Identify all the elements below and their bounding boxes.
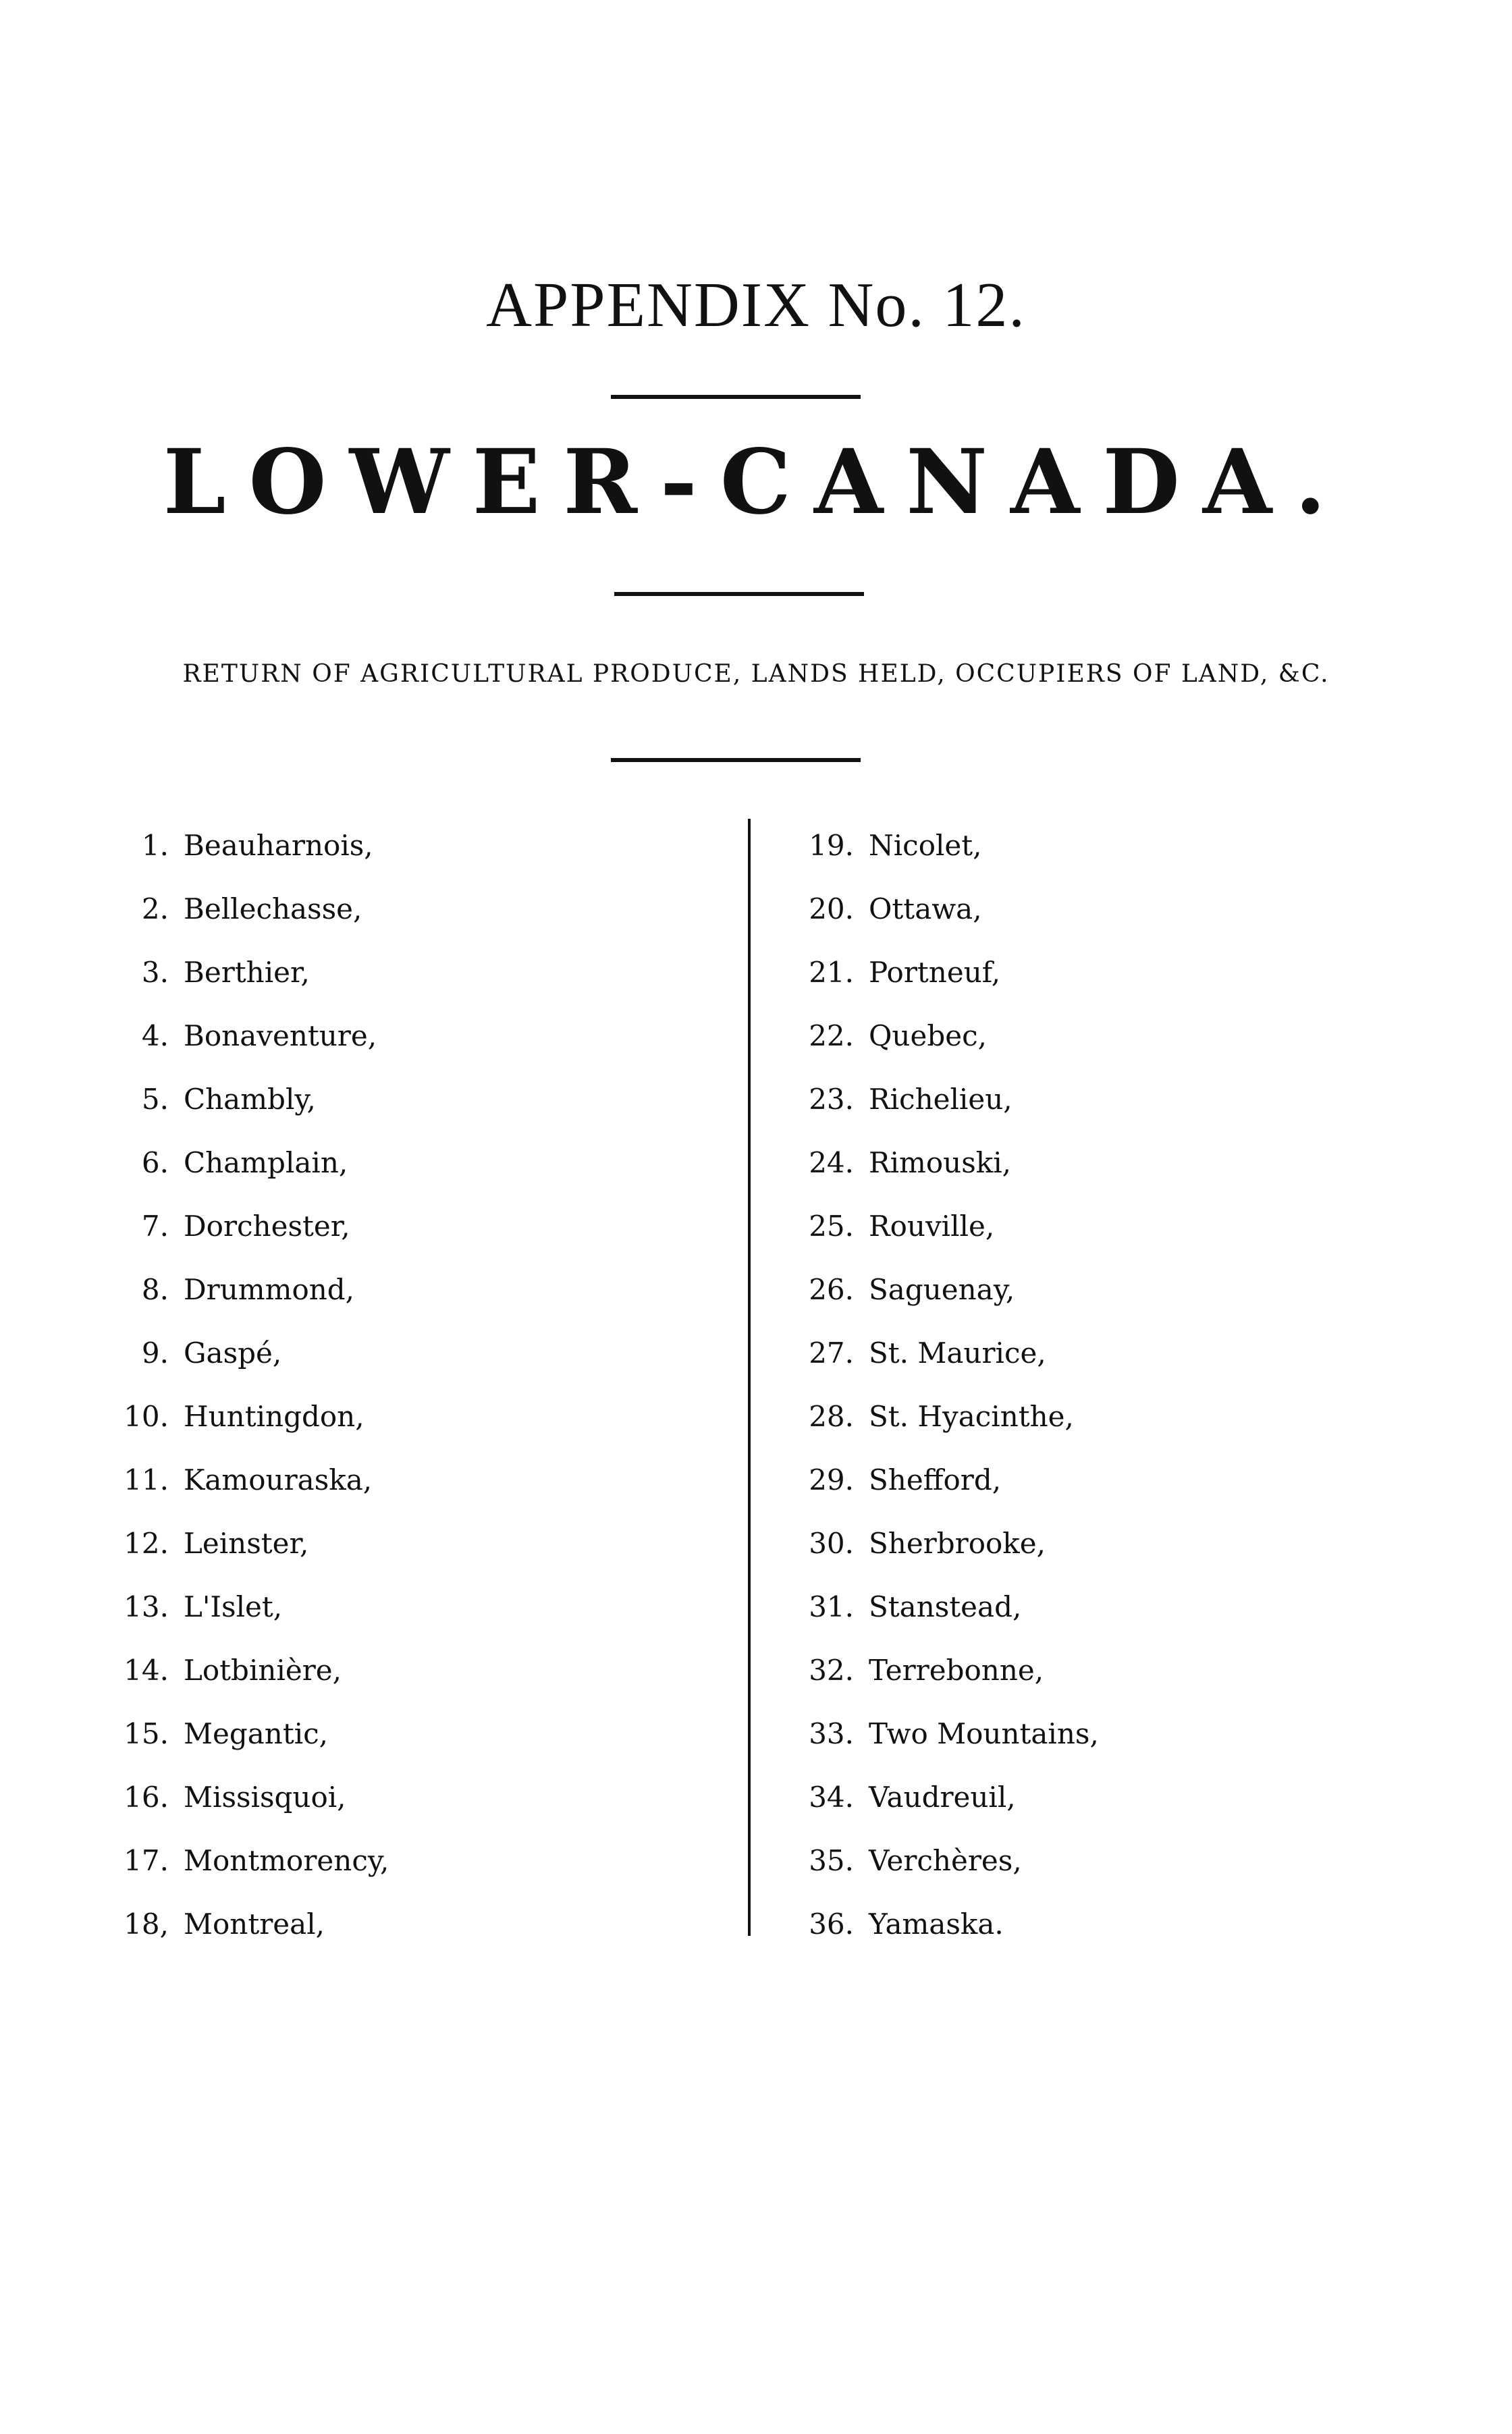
list-item — [800, 1384, 1407, 1448]
main-heading: LOWER-CANADA. — [163, 430, 1349, 535]
list-item — [800, 1638, 1407, 1702]
county-name: Terrebonne, — [869, 1653, 1044, 1687]
item-number: 10. — [124, 1399, 169, 1433]
county-name: Saguenay, — [869, 1272, 1015, 1306]
list-item — [800, 1829, 1407, 1892]
list-item — [108, 1511, 716, 1575]
item-number: 6. — [141, 1145, 169, 1179]
county-name: Chambly, — [184, 1082, 316, 1116]
county-name: Rimouski, — [869, 1145, 1012, 1179]
county-name: Huntingdon, — [184, 1399, 364, 1433]
item-number: 26. — [809, 1272, 854, 1306]
item-number: 8. — [141, 1272, 169, 1306]
item-number: 7. — [141, 1209, 169, 1243]
county-name: Gaspé, — [184, 1336, 282, 1370]
item-number: 28. — [809, 1399, 854, 1433]
item-number: 25. — [809, 1209, 854, 1243]
item-number: 11. — [124, 1463, 169, 1496]
list-item — [108, 1448, 716, 1511]
list-item — [108, 1575, 716, 1638]
list-item — [800, 1194, 1407, 1257]
list-item — [108, 1194, 716, 1257]
list-item — [800, 1575, 1407, 1638]
item-number: 2. — [141, 892, 169, 925]
list-item — [800, 1067, 1407, 1131]
list-item — [800, 1448, 1407, 1511]
county-name: Nicolet, — [869, 828, 982, 862]
item-number: 9. — [141, 1336, 169, 1370]
county-name: Yamaska. — [869, 1907, 1004, 1941]
county-name: Champlain, — [184, 1145, 348, 1179]
county-name: Rouville, — [869, 1209, 995, 1243]
column-divider — [748, 819, 751, 1936]
list-item — [800, 1321, 1407, 1384]
list-item — [800, 813, 1407, 877]
county-name: Montmorency, — [184, 1843, 389, 1877]
list-item — [108, 877, 716, 940]
item-number: 3. — [141, 955, 169, 989]
county-name: Bellechasse, — [184, 892, 362, 925]
list-item — [108, 1321, 716, 1384]
decorative-rule-top — [611, 395, 861, 399]
list-item — [800, 1131, 1407, 1194]
item-number: 17. — [124, 1843, 169, 1877]
list-item — [108, 1638, 716, 1702]
county-name: Drummond, — [184, 1272, 355, 1306]
list-item — [108, 1067, 716, 1131]
county-name: Missisquoi, — [184, 1780, 346, 1814]
list-item — [800, 1765, 1407, 1829]
item-number: 19. — [809, 828, 854, 862]
decorative-rule-middle — [614, 592, 864, 596]
county-name: St. Hyacinthe, — [869, 1399, 1074, 1433]
list-item — [800, 1511, 1407, 1575]
county-name: Bonaventure, — [184, 1019, 377, 1052]
item-number: 32. — [809, 1653, 854, 1687]
item-number: 18, — [124, 1907, 169, 1941]
item-number: 4. — [141, 1019, 169, 1052]
county-name: Sherbrooke, — [869, 1526, 1046, 1560]
county-name: St. Maurice, — [869, 1336, 1046, 1370]
item-number: 24. — [809, 1145, 854, 1179]
list-item — [108, 1892, 716, 1955]
county-name: L'Islet, — [184, 1590, 283, 1623]
list-item — [800, 1257, 1407, 1321]
list-item — [108, 1765, 716, 1829]
county-name: Kamouraska, — [184, 1463, 373, 1496]
item-number: 22. — [809, 1019, 854, 1052]
list-item — [108, 1131, 716, 1194]
county-name: Vaudreuil, — [869, 1780, 1016, 1814]
county-name: Montreal, — [184, 1907, 325, 1941]
item-number: 5. — [141, 1082, 169, 1116]
county-name: Megantic, — [184, 1716, 329, 1750]
county-name: Beauharnois, — [184, 828, 373, 862]
list-item — [800, 877, 1407, 940]
county-name: Verchères, — [869, 1843, 1022, 1877]
decorative-rule-bottom — [611, 758, 861, 762]
item-number: 34. — [809, 1780, 854, 1814]
item-number: 1. — [141, 828, 169, 862]
item-number: 36. — [809, 1907, 854, 1941]
county-name: Dorchester, — [184, 1209, 350, 1243]
item-number: 21. — [809, 955, 854, 989]
item-number: 33. — [809, 1716, 854, 1750]
county-list-left — [108, 813, 716, 1955]
county-name: Lotbinière, — [184, 1653, 342, 1687]
list-item — [108, 1829, 716, 1892]
list-item — [108, 940, 716, 1004]
county-name: Leinster, — [184, 1526, 309, 1560]
appendix-title: APPENDIX No. 12. — [486, 270, 1026, 340]
item-number: 31. — [809, 1590, 854, 1623]
county-name: Shefford, — [869, 1463, 1002, 1496]
list-item — [800, 1892, 1407, 1955]
county-name: Richelieu, — [869, 1082, 1013, 1116]
county-name: Portneuf, — [869, 955, 1001, 989]
item-number: 30. — [809, 1526, 854, 1560]
county-list-right — [800, 813, 1407, 1955]
list-item — [108, 1004, 716, 1067]
item-number: 12. — [124, 1526, 169, 1560]
item-number: 35. — [809, 1843, 854, 1877]
item-number: 29. — [809, 1463, 854, 1496]
county-name: Two Mountains, — [869, 1716, 1099, 1750]
item-number: 20. — [809, 892, 854, 925]
county-name: Quebec, — [869, 1019, 987, 1052]
list-item — [108, 1257, 716, 1321]
list-item — [108, 1702, 716, 1765]
county-name: Ottawa, — [869, 892, 982, 925]
list-item — [800, 1702, 1407, 1765]
item-number: 13. — [124, 1590, 169, 1623]
item-number: 16. — [124, 1780, 169, 1814]
subheading: RETURN OF AGRICULTURAL PRODUCE, LANDS HELD, OCCUPIERS OF LAND, &C. — [182, 660, 1330, 688]
item-number: 15. — [124, 1716, 169, 1750]
item-number: 27. — [809, 1336, 854, 1370]
county-name: Berthier, — [184, 955, 310, 989]
list-item — [108, 813, 716, 877]
item-number: 14. — [124, 1653, 169, 1687]
county-name: Stanstead, — [869, 1590, 1022, 1623]
item-number: 23. — [809, 1082, 854, 1116]
list-item — [800, 940, 1407, 1004]
list-item — [800, 1004, 1407, 1067]
list-item — [108, 1384, 716, 1448]
